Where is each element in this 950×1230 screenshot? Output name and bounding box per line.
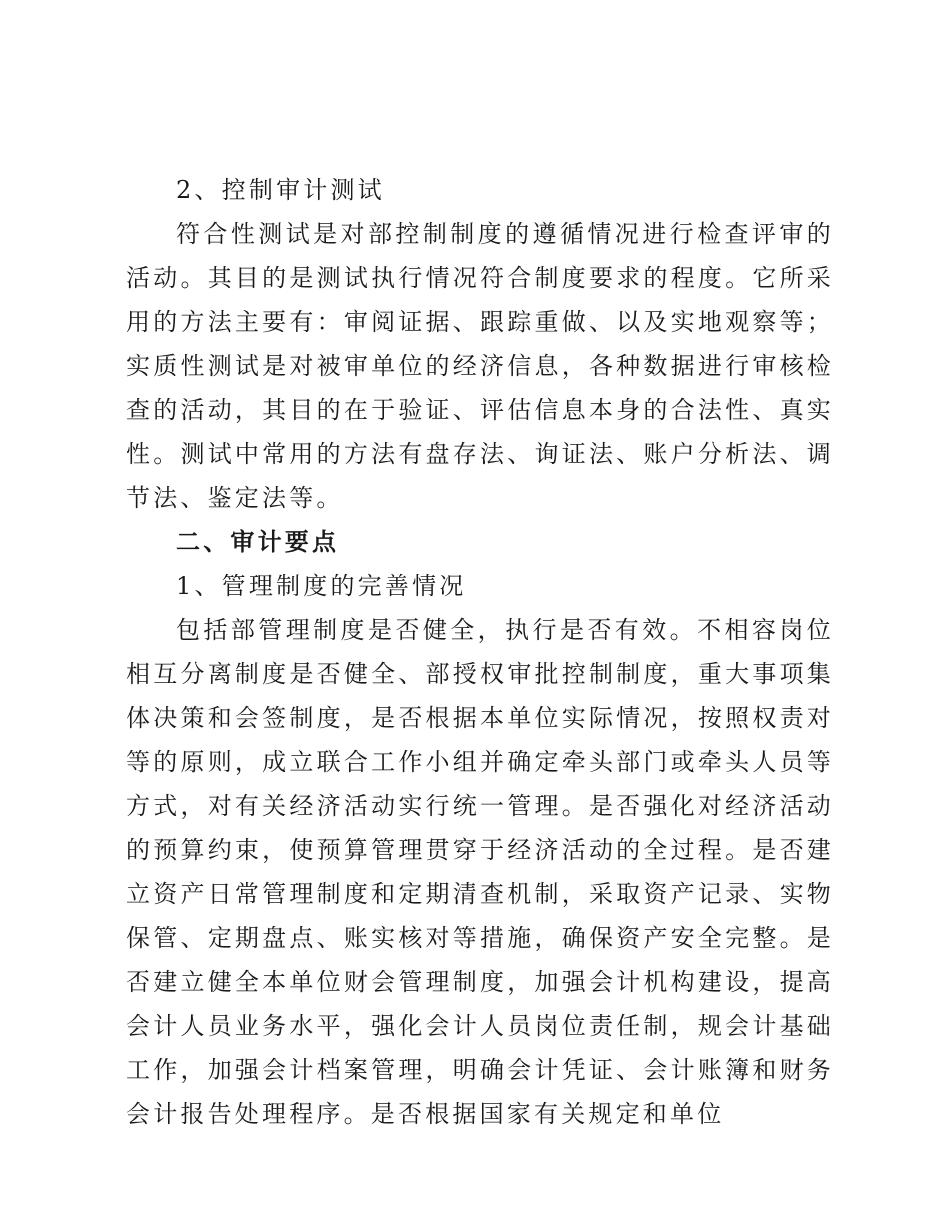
paragraph-management-system-details: 包括部管理制度是否健全，执行是否有效。不相容岗位相互分离制度是否健全、部授权审批控制制度，重大事项集体决策和会签制度，是否根据本单位实际情况，按照权责对等的原则，成立联合工作小组并确定牵头部门或牵头人员等方式，对有关经济活动实行统一管理。是否强化对经济活动的预算约束，使预算管理贯穿于经济活动的全过程。是否建立资产日常管理制度和定期清查机制，采取资产记录、实物保管、定期盘点、账实核对等措施，确保资产安全完整。是否建立健全本单位财会管理制度，加强会计机构建设，提高会计人员业务水平，强化会计人员岗位责任制，规会计基础工作，加强会计档案管理，明确会计凭证、会计账簿和财务会计报告处理程序。是否根据国家有关规定和单位 — [126, 616, 834, 1128]
paragraph-compliance-testing: 符合性测试是对部控制制度的遵循情况进行检查评审的活动。其目的是测试执行情况符合制度要求的程度。它所采用的方法主要有：审阅证据、跟踪重做、以及实地观察等；实质性测试是对被审单位的经济信息，各种数据进行审核检查的活动，其目的在于验证、评估信息本身的合法性、真实性。测试中常用的方法有盘存法、询证法、账户分析法、调节法、鉴定法等。 — [126, 220, 834, 512]
section-heading-audit-points: 二、审计要点 — [176, 528, 340, 556]
document-page — [126, 168, 834, 1136]
subheading-control-audit-test: 2、控制审计测试 — [176, 176, 385, 204]
subheading-management-system: 1、管理制度的完善情况 — [176, 572, 467, 600]
